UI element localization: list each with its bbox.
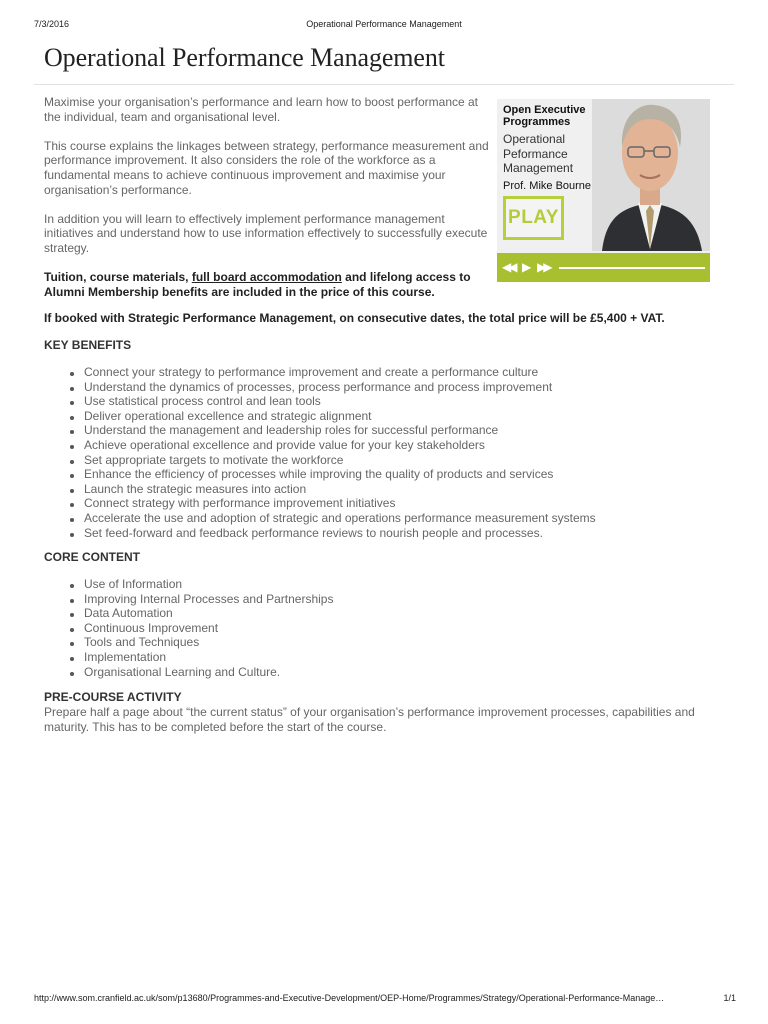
print-header <box>0 19 768 31</box>
list-item: Continuous Improvement <box>66 621 333 636</box>
print-url: http://www.som.cranfield.ac.uk/som/p13680/Programmes-and-Executive-Development/OEP-Home/Programmes/Strategy/Operational-Performance-Manage… <box>34 993 665 1003</box>
list-item: Achieve operational excellence and provide value for your key stakeholders <box>66 438 596 453</box>
list-item: Deliver operational excellence and strategic alignment <box>66 409 596 424</box>
rewind-icon[interactable]: ◀◀ <box>502 260 515 274</box>
play-button-label: PLAY <box>508 207 559 228</box>
list-item: Organisational Learning and Culture. <box>66 665 333 680</box>
intro-text <box>44 95 494 314</box>
full-board-accommodation-link[interactable]: full board accommodation <box>191 270 342 285</box>
title-divider <box>34 84 734 85</box>
list-item: Launch the strategic measures into action <box>66 482 596 497</box>
page-title: Operational Performance Management <box>44 43 445 72</box>
list-item: Use statistical process control and lean tools <box>66 394 596 409</box>
print-footer <box>0 993 768 1005</box>
list-item: Accelerate the use and adoption of strategic and operations performance measurement systems <box>66 511 596 526</box>
list-item: Understand the management and leadership roles for successful performance <box>66 423 596 438</box>
play-button[interactable] <box>503 196 564 240</box>
intro-paragraph: In addition you will learn to effectively implement performance management initiatives and understand how to use information effectively to successfully execute strategy. <box>44 211 488 255</box>
intro-paragraph: Maximise your organisation’s performance and learn how to boost performance at the individual, team and organisational level. <box>44 95 479 124</box>
list-item: Tools and Techniques <box>66 635 333 650</box>
key-benefits-list <box>66 365 596 540</box>
print-page-number: 1/1 <box>723 993 736 1003</box>
promo-heading: Open Executive Programmes <box>503 104 586 128</box>
pre-course-text: Prepare half a page about “the current status” of your organisation’s performance improvement processes, capabilities and maturity. This has to be completed before the start of the course. <box>44 705 695 734</box>
list-item: Set appropriate targets to motivate the workforce <box>66 453 596 468</box>
core-content-heading: CORE CONTENT <box>44 550 140 564</box>
promo-presenter: Prof. Mike Bourne <box>503 180 592 192</box>
list-item: Improving Internal Processes and Partnerships <box>66 592 333 607</box>
list-item: Understand the dynamics of processes, process performance and process improvement <box>66 380 596 395</box>
print-date: 7/3/2016 <box>34 19 70 29</box>
list-item: Enhance the efficiency of processes while improving the quality of products and services <box>66 467 596 482</box>
progress-track[interactable] <box>559 267 705 269</box>
list-item: Connect your strategy to performance improvement and create a performance culture <box>66 365 596 380</box>
pre-course-heading: PRE-COURSE ACTIVITY <box>44 690 182 704</box>
list-item: Data Automation <box>66 606 333 621</box>
list-item: Use of Information <box>66 577 333 592</box>
presenter-photo <box>592 99 710 251</box>
key-benefits-heading: KEY BENEFITS <box>44 338 132 352</box>
promo-course-name: Operational Peformance Management <box>503 132 574 175</box>
list-item: Connect strategy with performance improvement initiatives <box>66 496 596 511</box>
print-page-title: Operational Performance Management <box>306 19 462 29</box>
tuition-note: Tuition, course materials, full board accommodation and lifelong access to Alumni Membership benefits are included in the price of this course. <box>44 270 471 299</box>
fast-forward-icon[interactable]: ▶▶ <box>537 260 550 274</box>
play-icon[interactable]: ▶ <box>522 260 529 274</box>
video-promo[interactable] <box>497 99 710 282</box>
price-note: If booked with Strategic Performance Management, on consecutive dates, the total price will be £5,400 + VAT. <box>44 311 665 325</box>
intro-paragraph: This course explains the linkages between strategy, performance measurement and performance improvement. It also considers the role of the workforce as a fundamental means to achieve continuous improvement and maximise your organisation’s performance. <box>44 138 489 197</box>
list-item: Set feed-forward and feedback performance reviews to nourish people and processes. <box>66 526 596 541</box>
list-item: Implementation <box>66 650 333 665</box>
core-content-list <box>66 577 333 679</box>
video-controls <box>497 253 710 282</box>
